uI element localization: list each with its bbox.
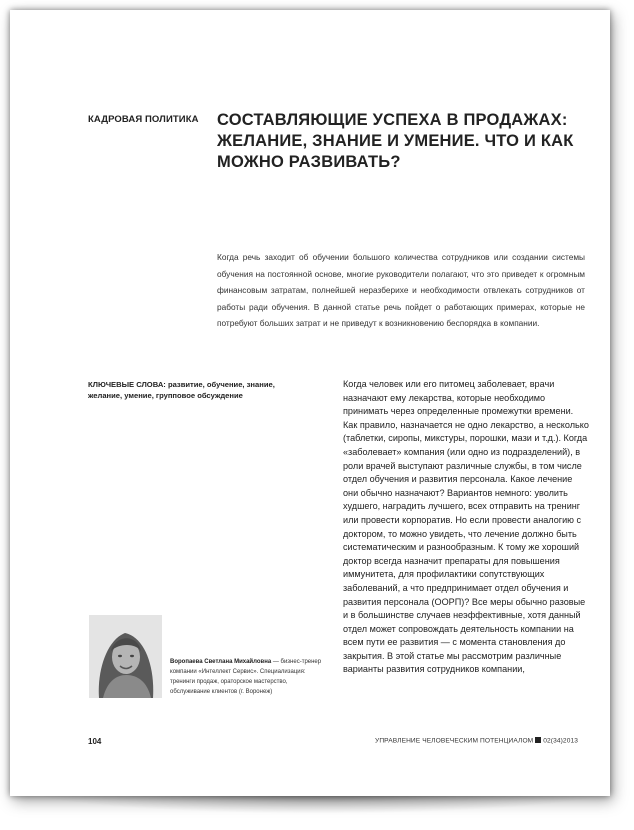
journal-issue: 02(34)2013 — [543, 737, 578, 745]
page-number: 104 — [88, 737, 102, 746]
author-name: Воропаева Светлана Михайловна — [170, 659, 272, 665]
author-info — [170, 657, 328, 697]
author-bio: — бизнес-тренер компании «Интеллект Сервис». Специализация: тренинги продаж, ораторское мастерство, обслуживание клиентов (г. Воронеж) — [170, 659, 322, 695]
magazine-page — [10, 10, 610, 796]
article-body: Когда человек или его питомец заболевает, врачи назначают ему лекарства, которые необходимо принимать через определенные промежутки времени. Как правило, назначается не одно лекарство, а несколько (таблетки, сиропы, микстуры, порошки, мази и т.д.). Когда «заболевает» компания (или одно из подразделений), в роли врачей выступают различные службы, в том числе отдел обучения и развития персонала. Какое лечение они обычно назначают? Вариантов немного: уволить худшего, наградить лучшего, всех отправить на тренинг или провести корпоратив. Но если провести аналогию с доктором, то можно увидеть, что лечение должно быть систематическим и разнообразным. К тому же хороший доктор всегда назначит препараты для повышения иммунитета, для профилактики сопутствующих заболеваний, а что предпринимает отдел обучения и развития персонала (ООРП)? Все меры обычно разовые и в большинстве случаев неэффективные, хотя данный отдел может сопровождать деятельность компании на всем пути ее развития — с момента становления до закрытия. В этой статье мы рассмотрим различные варианты развития сотрудников компании, — [343, 379, 589, 675]
article-title: СОСТАВЛЯЮЩИЕ УСПЕХА В ПРОДАЖАХ: ЖЕЛАНИЕ, ЗНАНИЕ И УМЕНИЕ. ЧТО И КАК МОЖНО РАЗВИВАТЬ? — [217, 111, 574, 171]
section-label: КАДРОВАЯ ПОЛИТИКА — [88, 114, 199, 125]
keywords-text: развитие, обучение, знание, желание, умение, групповое обсуждение — [88, 380, 275, 400]
keywords-label: КЛЮЧЕВЫЕ СЛОВА: — [88, 380, 166, 389]
author-photo — [89, 615, 162, 698]
article-lead: Когда речь заходит об обучении большого количества сотрудников или создании системы обучения на постоянной основе, многие руководители полагают, что это приведет к огромным финансовым затратам, полнейшей неразберихе и необходимости отвлекать сотрудников от работы ради обучения. В данной статье речь пойдет о работающих примерах, которые не потребуют больших затрат и не приведут к возникновению беспорядка в компании. — [217, 252, 585, 329]
journal-footer — [375, 737, 578, 745]
keywords-block — [88, 380, 310, 401]
journal-name: УПРАВЛЕНИЕ ЧЕЛОВЕЧЕСКИМ ПОТЕНЦИАЛОМ — [375, 737, 534, 745]
square-separator-icon — [535, 737, 541, 743]
